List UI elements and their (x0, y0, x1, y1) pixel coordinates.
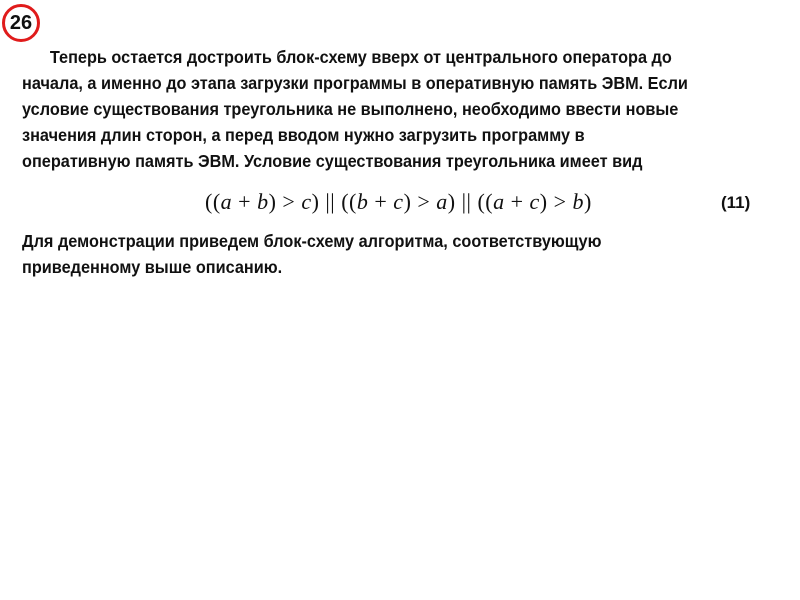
paragraph-line: условие существования треугольника не выполнено, необходимо ввести новые (22, 99, 679, 119)
triangle-condition-formula: ((a + b) > c) || ((b + c) > a) || ((a + c) > b) (205, 189, 592, 214)
paragraph-line: приведенному выше описанию. (22, 257, 283, 277)
paragraph-line: оперативную память ЭВМ. Условие существования треугольника имеет вид (22, 151, 643, 171)
paragraph-line: начала, а именно до этапа загрузки программы в оперативную память ЭВМ. Если (22, 73, 688, 93)
paragraph-demo (22, 228, 729, 280)
slide-number-badge: 26 (2, 4, 40, 42)
equation-number: (11) (721, 193, 751, 212)
paragraph-line: Для демонстрации приведем блок-схему алгоритма, соответствующую (22, 231, 602, 251)
paragraph-line: Теперь остается достроить блок-схему вверх от центрального оператора до (49, 47, 672, 67)
paragraph-line: значения длин сторон, а перед вводом нужно загрузить программу в (22, 125, 585, 145)
paragraph-intro (22, 44, 729, 174)
